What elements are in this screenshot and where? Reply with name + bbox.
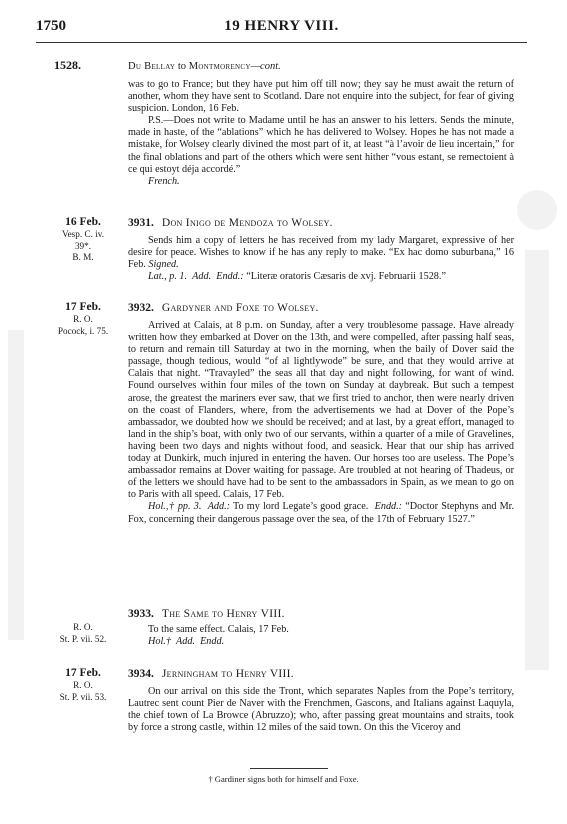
entry-3934-body xyxy=(128,686,514,734)
source-ref: R. O. xyxy=(73,314,93,324)
entry-3932-margin xyxy=(46,300,120,337)
entry-physical-note: Lat., p. 1. Add. Endd.: “Literæ oratoris Cæsaris de xvj. Februarii 1528.” xyxy=(148,271,446,283)
entry-number: 3932. xyxy=(128,302,154,314)
source-ref: B. M. xyxy=(72,252,94,262)
entry-paragraph: Arrived at Calais, at 8 p.m. on Sunday, after a very troublesome passage. Have already written how they embarked at Dover on the 13th, and were compelled, after passing half seas, to return and remain till Saturday at two in the morning, when the baily of Dover said the passage, though tedious, would “of al lightlywode” be sure, and that they would arrive at Calais that night. “Travayled” the seas all that day and night following, for want of wind. Found ourselves within four miles of the town on Sunday at daybreak. But such a tempest arose, the greatest the mariners ever saw, that we first tried to anchor, then were nearly driven on the coast of Flanders, where, from the advertisements we had at Dover of the Pope’s ambassador, we doubted how we should be received; and at last, by a great effort, managed to land in the ship’s boat, with only two of our servants, within a quarter of a mile of Gravelines, having been two days and nights without food, and seasick. Hear that our ship has arrived today at Dunkirk, much injured in entering the haven. Our horses too are useless. The Pope’s ambassador remains at Dover waiting for passage. Are troubled at not hearing of Thadeus, or of the letters we should have had to be sent to the ambassadors in Spain, as we mean to go on to Paris with all speed. Calais, 17 Feb. xyxy=(128,320,514,501)
watermark-right xyxy=(515,150,559,690)
year-label: 1528. xyxy=(54,58,81,72)
entry-date: 16 Feb. xyxy=(65,216,101,228)
entry-3933-heading xyxy=(128,608,514,620)
entry-title: Don Inigo de Mendoza to Wolsey. xyxy=(161,217,333,229)
source-ref: R. O. xyxy=(73,622,93,632)
entry-title: Jerningham to Henry VIII. xyxy=(161,668,294,680)
page-number: 1750 xyxy=(36,18,66,34)
entry-3931-heading xyxy=(128,217,514,229)
entry-3932-heading xyxy=(128,302,514,314)
entry-date: 17 Feb. xyxy=(65,667,101,679)
running-title: 19 HENRY VIII. xyxy=(224,18,339,34)
entry-physical-note: Hol.,† pp. 3. Add.: To my lord Legate’s good grace. Endd.: “Doctor Stephyns and Mr. Fox, concerning their dangerous passage over the sea, of the 17th of February 1527.” xyxy=(128,501,515,525)
source-ref: St. P. vii. 53. xyxy=(59,691,107,702)
entry-number: 3933. xyxy=(128,608,154,620)
continuation-paragraph: was to go to France; but they have put him off till now; they say he must await the return of another, whom they have sent to Scotland. Dare not enquire into the subject, for fear of giving suspicion. London, 16 Feb. xyxy=(128,79,514,115)
watermark-left xyxy=(6,330,26,640)
entry-paragraph: Sends him a copy of letters he has received from my lady Margaret, expressive of her desire for peace. Wishes to know if he has any reply to make. “Ex hac domo suburbana,” 16 Feb. Signed. xyxy=(128,235,514,271)
entry-physical-note: Hol.† Add. Endd. xyxy=(148,636,225,648)
entry-3933-margin xyxy=(46,622,120,645)
entry-3934-margin xyxy=(46,666,120,703)
page-header xyxy=(36,18,527,38)
entry-number: 3934. xyxy=(128,668,154,680)
header-rule xyxy=(36,42,527,43)
entry-3931-margin xyxy=(46,215,120,264)
continuation-heading: Du Bellay to Montmorency—cont. xyxy=(128,61,281,72)
entry-3934-heading xyxy=(128,668,514,680)
entry-3933-body xyxy=(128,624,514,648)
footnote: † Gardiner signs both for himself and Foxe. xyxy=(208,774,359,784)
source-ref: R. O. xyxy=(73,680,93,690)
entry-title: Gardyner and Foxe to Wolsey. xyxy=(161,302,319,314)
signed-note: Signed. xyxy=(148,259,179,271)
entry-3932-body xyxy=(128,320,514,526)
entry-3931-body xyxy=(128,235,514,283)
continuation-postscript: P.S.—Does not write to Madame until he has an answer to his letters. Sends the minute, made in haste, of the “ablations” which he has delivered to Wolsey. Hopes he has not made a mistake, for Wolsey clearly divined the most part of it, at least “à l’avoir de lieu incertain,” for the final oblations and part of the others which were sent hither “vous estant, se remectoient à ce qui estoyt déja accordé.” xyxy=(128,115,514,175)
entry-paragraph: On our arrival on this side the Tront, which separates Naples from the Pope’s territory, Lautrec sent count Pier de Naver with the Frenchmen, Gascons, and Italians against Laquyla, the chief town of La Browce (Abruzzo); who, after passing great mountains and straits, took by force a strong castle, within 12 miles of the said town. On this the Viceroy and xyxy=(128,686,514,734)
language-note: French. xyxy=(148,175,180,187)
source-ref: St. P. vii. 52. xyxy=(59,633,107,644)
source-ref: 39*. xyxy=(74,240,92,251)
continuation-body xyxy=(128,79,514,188)
entry-paragraph: To the same effect. Calais, 17 Feb. xyxy=(148,624,289,635)
footnote-rule xyxy=(250,768,328,769)
entry-date: 17 Feb. xyxy=(65,301,101,313)
entry-number: 3931. xyxy=(128,217,154,229)
entry-title: The Same to Henry VIII. xyxy=(161,608,285,620)
source-ref: Vesp. C. iv. xyxy=(61,229,105,239)
source-ref: Pocock, i. 75. xyxy=(57,325,109,336)
